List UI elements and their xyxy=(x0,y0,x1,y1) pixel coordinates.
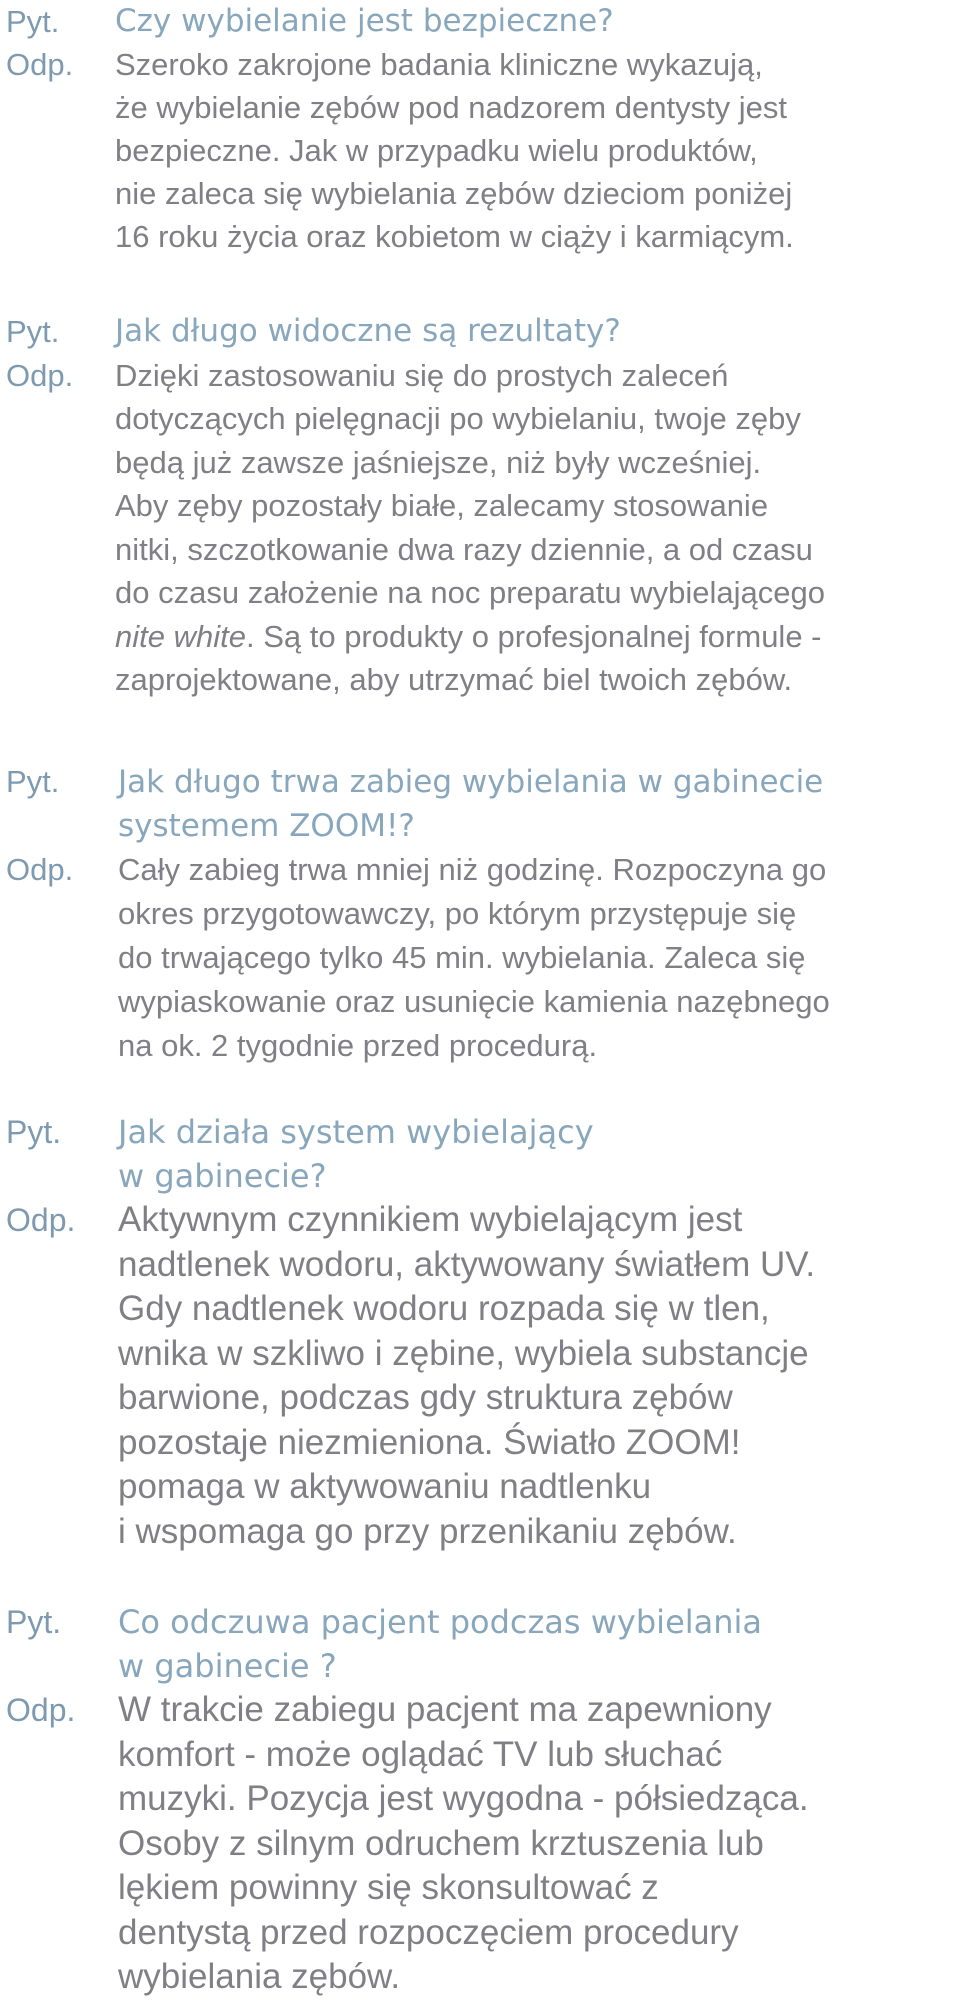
question-row xyxy=(0,0,960,43)
question-prefix: Pyt. xyxy=(6,314,60,349)
question-row xyxy=(0,310,960,354)
question-row xyxy=(0,760,960,848)
question-row xyxy=(0,1110,960,1198)
answer-text: Aktywnym czynnikiem wybielającym jest nadtlenek wodoru, aktywowany światłem UV. Gdy nadtlenek wodoru rozpada się w tlen, wnika w szkliwo i zębine, wybiela substancje barwione, podczas gdy struktura zębów pozostaje niezmieniona. Światło ZOOM! pomaga w aktywowaniu nadtlenku i wspomaga go przy przenikaniu zębów. xyxy=(118,1200,816,1551)
faq-item-how-it-works xyxy=(0,1110,960,1554)
answer-row xyxy=(0,848,960,1068)
answer-text: Cały zabieg trwa mniej niż godzinę. Rozpoczyna go okres przygotowawczy, po którym przystępuje się do trwającego tylko 45 min. wybielania. Zaleca się wypiaskowanie oraz usunięcie kamienia nazębnego na ok. 2 tygodnie przed procedurą. xyxy=(118,852,830,1063)
answer-prefix: Odp. xyxy=(6,1692,76,1728)
faq-item-results-duration xyxy=(0,310,960,702)
answer-prefix: Odp. xyxy=(6,47,74,82)
faq-item-procedure-time xyxy=(0,760,960,1068)
faq-item-safety xyxy=(0,0,960,258)
answer-text-part1: Dzięki zastosowaniu się do prostych zaleceń dotyczących pielęgnacji po wybielaniu, twoje zęby będą już zawsze jaśniejsze, niż były wcześniej. Aby zęby pozostały białe, zalecamy stosowanie nitki, szczotkowanie dwa razy dziennie, a od czasu do czasu założenie na noc preparatu wybielającego xyxy=(115,357,826,610)
product-name: nite white xyxy=(115,618,246,654)
answer-row xyxy=(0,43,960,258)
question-prefix: Pyt. xyxy=(6,1114,62,1150)
answer-text: Szeroko zakrojone badania kliniczne wykazują, że wybielanie zębów pod nadzorem dentysty jest bezpieczne. Jak w przypadku wielu produktów, nie zaleca się wybielania zębów dzieciom poniżej 16 roku życia oraz kobietom w ciąży i karmiącym. xyxy=(115,47,794,254)
answer-text xyxy=(115,354,960,702)
answer-row xyxy=(0,354,960,702)
question-row xyxy=(0,1600,960,1688)
question-prefix: Pyt. xyxy=(6,1604,62,1640)
question-text: Czy wybielanie jest bezpieczne? xyxy=(115,3,614,39)
answer-prefix: Odp. xyxy=(6,357,74,393)
answer-row xyxy=(0,1198,960,1554)
question-text: Jak działa system wybielający w gabinecie? xyxy=(118,1113,594,1195)
answer-prefix: Odp. xyxy=(6,1202,76,1238)
question-prefix: Pyt. xyxy=(6,4,60,39)
question-prefix: Pyt. xyxy=(6,764,60,799)
question-text: Co odczuwa pacjent podczas wybielania w gabinecie ? xyxy=(118,1603,763,1685)
answer-prefix: Odp. xyxy=(6,852,74,887)
answer-row xyxy=(0,1688,960,2000)
faq-item-patient-experience xyxy=(0,1600,960,2000)
answer-text: W trakcie zabiegu pacjent ma zapewniony komfort - może oglądać TV lub słuchać muzyki. Pozycja jest wygodna - półsiedząca. Osoby z silnym odruchem krztuszenia lub lękiem powinny się skonsultować z dentystą przed rozpoczęciem procedury wybielania zębów. xyxy=(118,1690,809,1996)
answer-text-part2: . Są to produkty o profesjonalnej formule - zaprojektowane, aby utrzymać biel twoich zębów. xyxy=(115,618,822,697)
question-text: Jak długo widoczne są rezultaty? xyxy=(115,313,621,349)
question-text: Jak długo trwa zabieg wybielania w gabinecie systemem ZOOM!? xyxy=(118,764,824,844)
